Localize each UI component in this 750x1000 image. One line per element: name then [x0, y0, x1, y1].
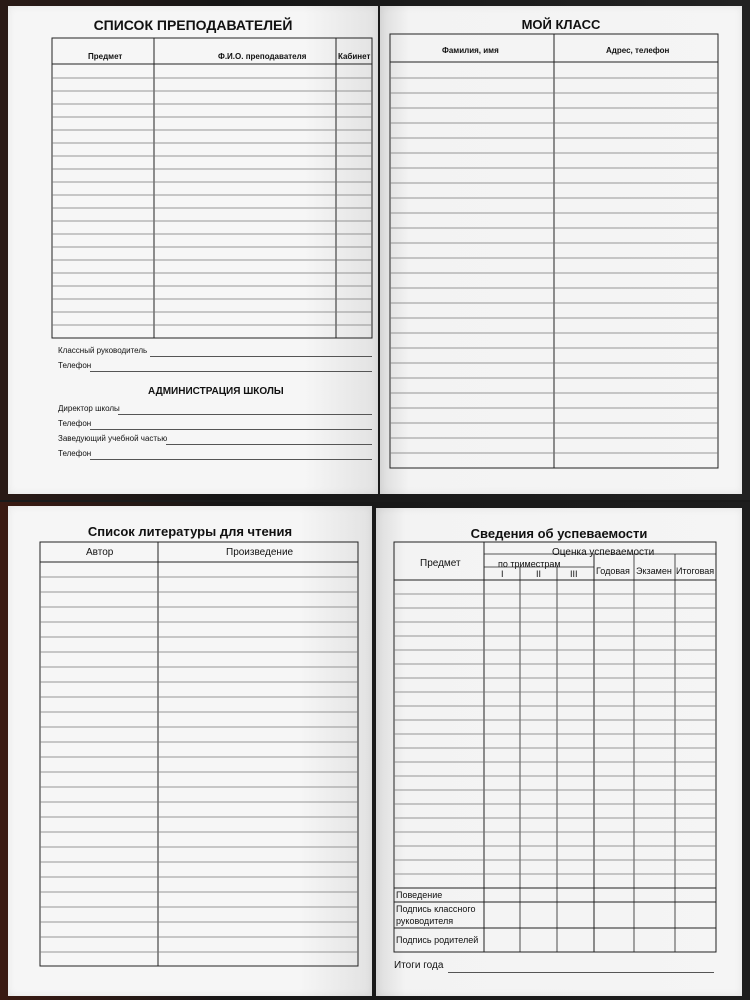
class-teacher-phone-line	[90, 371, 372, 372]
head-teacher-line	[166, 444, 372, 445]
col-author: Автор	[86, 547, 114, 558]
trimesters-header: по триместрам	[498, 559, 561, 569]
my-class-page	[380, 6, 742, 494]
my-class-table	[390, 34, 718, 468]
col-exam: Экзамен	[636, 566, 672, 576]
director-label: Директор школы	[58, 404, 120, 413]
col-teacher-name: Ф.И.О. преподавателя	[218, 52, 307, 61]
col-subject: Предмет	[88, 52, 123, 61]
col-address-phone: Адрес, телефон	[606, 46, 670, 55]
head-teacher-phone-line	[90, 459, 372, 460]
reading-list-page	[8, 506, 372, 996]
performance-table	[394, 542, 716, 952]
trimester-1: I	[501, 569, 504, 579]
col-name: Фамилия, имя	[442, 46, 499, 55]
teacher-signature-label-1: Подпись классного	[396, 904, 476, 914]
performance-page	[376, 508, 742, 996]
col-annual: Годовая	[596, 566, 630, 576]
col-subject: Предмет	[420, 558, 461, 569]
col-final: Итоговая	[676, 566, 715, 576]
director-phone-label: Телефон	[58, 419, 92, 428]
col-room: Кабинет	[338, 52, 371, 61]
reading-list-table	[40, 542, 358, 966]
head-teacher-label: Заведующий учебной частью	[58, 434, 168, 443]
director-line	[118, 414, 372, 415]
class-teacher-line	[150, 356, 372, 357]
teachers-page	[8, 6, 378, 494]
my-class-title: МОЙ КЛАСС	[521, 17, 601, 32]
performance-title: Сведения об успеваемости	[470, 526, 648, 541]
trimester-2: II	[536, 569, 542, 579]
col-work: Произведение	[226, 547, 294, 558]
year-totals-label: Итоги года	[394, 960, 444, 971]
trimester-3: III	[570, 569, 578, 579]
class-teacher-label: Классный руководитель	[58, 346, 148, 355]
class-teacher-phone-label: Телефон	[58, 361, 92, 370]
year-totals-line	[448, 972, 714, 973]
behavior-label: Поведение	[396, 890, 443, 900]
parents-signature-label: Подпись родителей	[396, 935, 479, 945]
director-phone-line	[90, 429, 372, 430]
teachers-title: СПИСОК ПРЕПОДАВАТЕЛЕЙ	[93, 17, 293, 33]
head-teacher-phone-label: Телефон	[58, 449, 92, 458]
teachers-table	[52, 38, 372, 338]
bottom-spread	[0, 502, 750, 1000]
reading-list-title: Список литературы для чтения	[87, 524, 293, 539]
teacher-signature-label-2: руководителя	[396, 916, 454, 926]
grades-header: Оценка успеваемости	[552, 547, 655, 558]
admin-title: АДМИНИСТРАЦИЯ ШКОЛЫ	[148, 386, 284, 397]
